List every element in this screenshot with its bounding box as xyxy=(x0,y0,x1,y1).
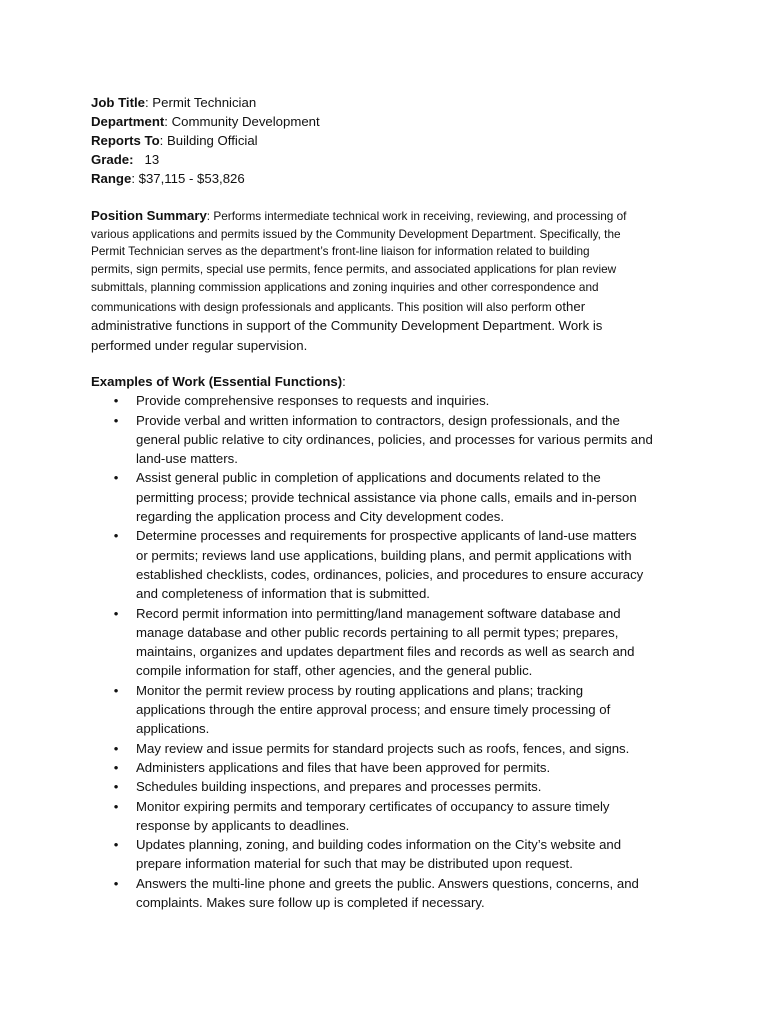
list-item-line: Provide comprehensive responses to requests and inquiries. xyxy=(136,393,490,409)
list-item-line: maintains, organizes and updates department files and records as well as search and xyxy=(136,644,635,660)
job-header xyxy=(91,93,320,188)
list-item xyxy=(91,526,691,603)
list-item-line: applications. xyxy=(136,721,210,737)
list-item-text xyxy=(136,604,691,681)
list-item-line: regarding the application process and City development codes. xyxy=(136,509,505,525)
reports-to-value: : Building Official xyxy=(159,133,258,148)
list-item-line: Determine processes and requirements for prospective applicants of land-use matters xyxy=(136,528,637,544)
summary-line: performed under regular supervision. xyxy=(91,337,308,353)
duties-list xyxy=(91,391,691,912)
list-item-line: complaints. Makes sure follow up is completed if necessary. xyxy=(136,895,485,911)
range-value: : $37,115 - $53,826 xyxy=(131,171,245,186)
reports-to-line xyxy=(91,131,320,150)
list-item-text xyxy=(136,681,691,739)
list-item xyxy=(91,874,691,913)
list-item-text xyxy=(136,797,691,836)
list-item xyxy=(91,604,691,681)
list-item-line: land-use matters. xyxy=(136,451,238,467)
bullet-icon: • xyxy=(113,528,119,544)
grade-label: Grade: xyxy=(91,152,134,167)
examples-heading xyxy=(91,372,691,391)
bullet-icon: • xyxy=(113,470,119,486)
list-item-line: May review and issue permits for standard projects such as roofs, fences, and signs. xyxy=(136,740,630,756)
position-summary xyxy=(91,207,651,355)
summary-line: submittals, planning commission applications and zoning inquiries and other correspondence and xyxy=(91,279,599,294)
bullet-icon: • xyxy=(113,779,119,795)
list-item xyxy=(91,468,691,526)
reports-to-label: Reports To xyxy=(91,133,160,148)
list-item-line: prepare information material for such that may be distributed upon request. xyxy=(136,856,573,872)
summary-line: administrative functions in support of the Community Development Department. Work is xyxy=(91,318,603,334)
summary-text: other xyxy=(555,298,586,314)
list-item-line: manage database and other public records pertaining to all permit types; prepares, xyxy=(136,624,619,640)
bullet-icon: • xyxy=(113,875,119,891)
list-item-line: Answers the multi-line phone and greets the public. Answers questions, concerns, and xyxy=(136,875,639,891)
summary-line xyxy=(91,297,651,317)
job-title-value: : Permit Technician xyxy=(144,95,257,110)
list-item-text xyxy=(136,874,691,913)
list-item-text xyxy=(136,739,691,758)
list-item-line: compile information for staff, other agencies, and the general public. xyxy=(136,663,533,679)
summary-text: communications with design professionals and applicants. This position will also perform xyxy=(91,299,556,314)
list-item xyxy=(91,777,691,796)
list-item xyxy=(91,797,691,836)
list-item-line: permitting process; provide technical assistance via phone calls, emails and in-person xyxy=(136,489,637,505)
bullet-icon: • xyxy=(113,759,119,775)
list-item-line: and completeness of information that is submitted. xyxy=(136,586,430,602)
summary-label: Position Summary xyxy=(91,208,207,223)
bullet-icon: • xyxy=(113,837,119,853)
list-item-text xyxy=(136,411,691,469)
bullet-icon: • xyxy=(113,605,119,621)
department-label: Department xyxy=(91,114,165,129)
list-item-line: Monitor expiring permits and temporary certificates of occupancy to assure timely xyxy=(136,798,610,814)
bullet-icon: • xyxy=(113,798,119,814)
list-item-line: applications through the entire approval process; and ensure timely processing of xyxy=(136,702,611,718)
department-line xyxy=(91,112,320,131)
bullet-icon: • xyxy=(113,682,119,698)
list-item xyxy=(91,739,691,758)
summary-text: : Performs intermediate technical work in receiving, reviewing, and processing of xyxy=(206,209,627,223)
list-item xyxy=(91,681,691,739)
summary-line: various applications and permits issued by the Community Development Department. Specifically, the xyxy=(91,226,621,241)
list-item-text xyxy=(136,758,691,777)
list-item-line: Record permit information into permitting/land management software database and xyxy=(136,605,621,621)
list-item-line: Provide verbal and written information to contractors, design professionals, and the xyxy=(136,412,620,428)
list-item-line: Monitor the permit review process by routing applications and plans; tracking xyxy=(136,682,584,698)
list-item-line: response by applicants to deadlines. xyxy=(136,817,350,833)
grade-line xyxy=(91,150,320,169)
list-item-line: Administers applications and files that have been approved for permits. xyxy=(136,759,551,775)
examples-of-work xyxy=(91,372,691,912)
job-title-label: Job Title xyxy=(91,95,145,110)
summary-line: Permit Technician serves as the department’s front-line liaison for information related to building xyxy=(91,244,590,259)
bullet-icon: • xyxy=(113,393,119,409)
range-label: Range xyxy=(91,171,132,186)
department-value: : Community Development xyxy=(164,114,320,129)
list-item-text xyxy=(136,835,691,874)
list-item xyxy=(91,411,691,469)
summary-line: permits, sign permits, special use permits, fence permits, and associated applications for plan review xyxy=(91,262,617,277)
list-item-text xyxy=(136,391,691,410)
list-item xyxy=(91,758,691,777)
list-item xyxy=(91,391,691,410)
examples-title: Examples of Work (Essential Functions) xyxy=(91,374,343,389)
list-item-line: Assist general public in completion of applications and documents related to the xyxy=(136,470,601,486)
bullet-icon: • xyxy=(113,740,119,756)
list-item-text xyxy=(136,468,691,526)
examples-title-suffix: : xyxy=(342,374,346,389)
list-item-line: general public relative to city ordinances, policies, and processes for various permits and xyxy=(136,431,653,447)
list-item-line: Schedules building inspections, and prepares and processes permits. xyxy=(136,779,542,795)
bullet-icon: • xyxy=(113,412,119,428)
grade-value: 13 xyxy=(144,152,160,167)
list-item xyxy=(91,835,691,874)
list-item-line: or permits; reviews land use applications, building plans, and permit applications with xyxy=(136,547,632,563)
job-title-line xyxy=(91,93,320,112)
list-item-line: established checklists, codes, ordinances, policies, and procedures to ensure accuracy xyxy=(136,566,644,582)
list-item-line: Updates planning, zoning, and building codes information on the City’s website and xyxy=(136,837,622,853)
list-item-text xyxy=(136,777,691,796)
range-line xyxy=(91,169,320,188)
list-item-text xyxy=(136,526,691,603)
summary-line xyxy=(91,207,651,226)
